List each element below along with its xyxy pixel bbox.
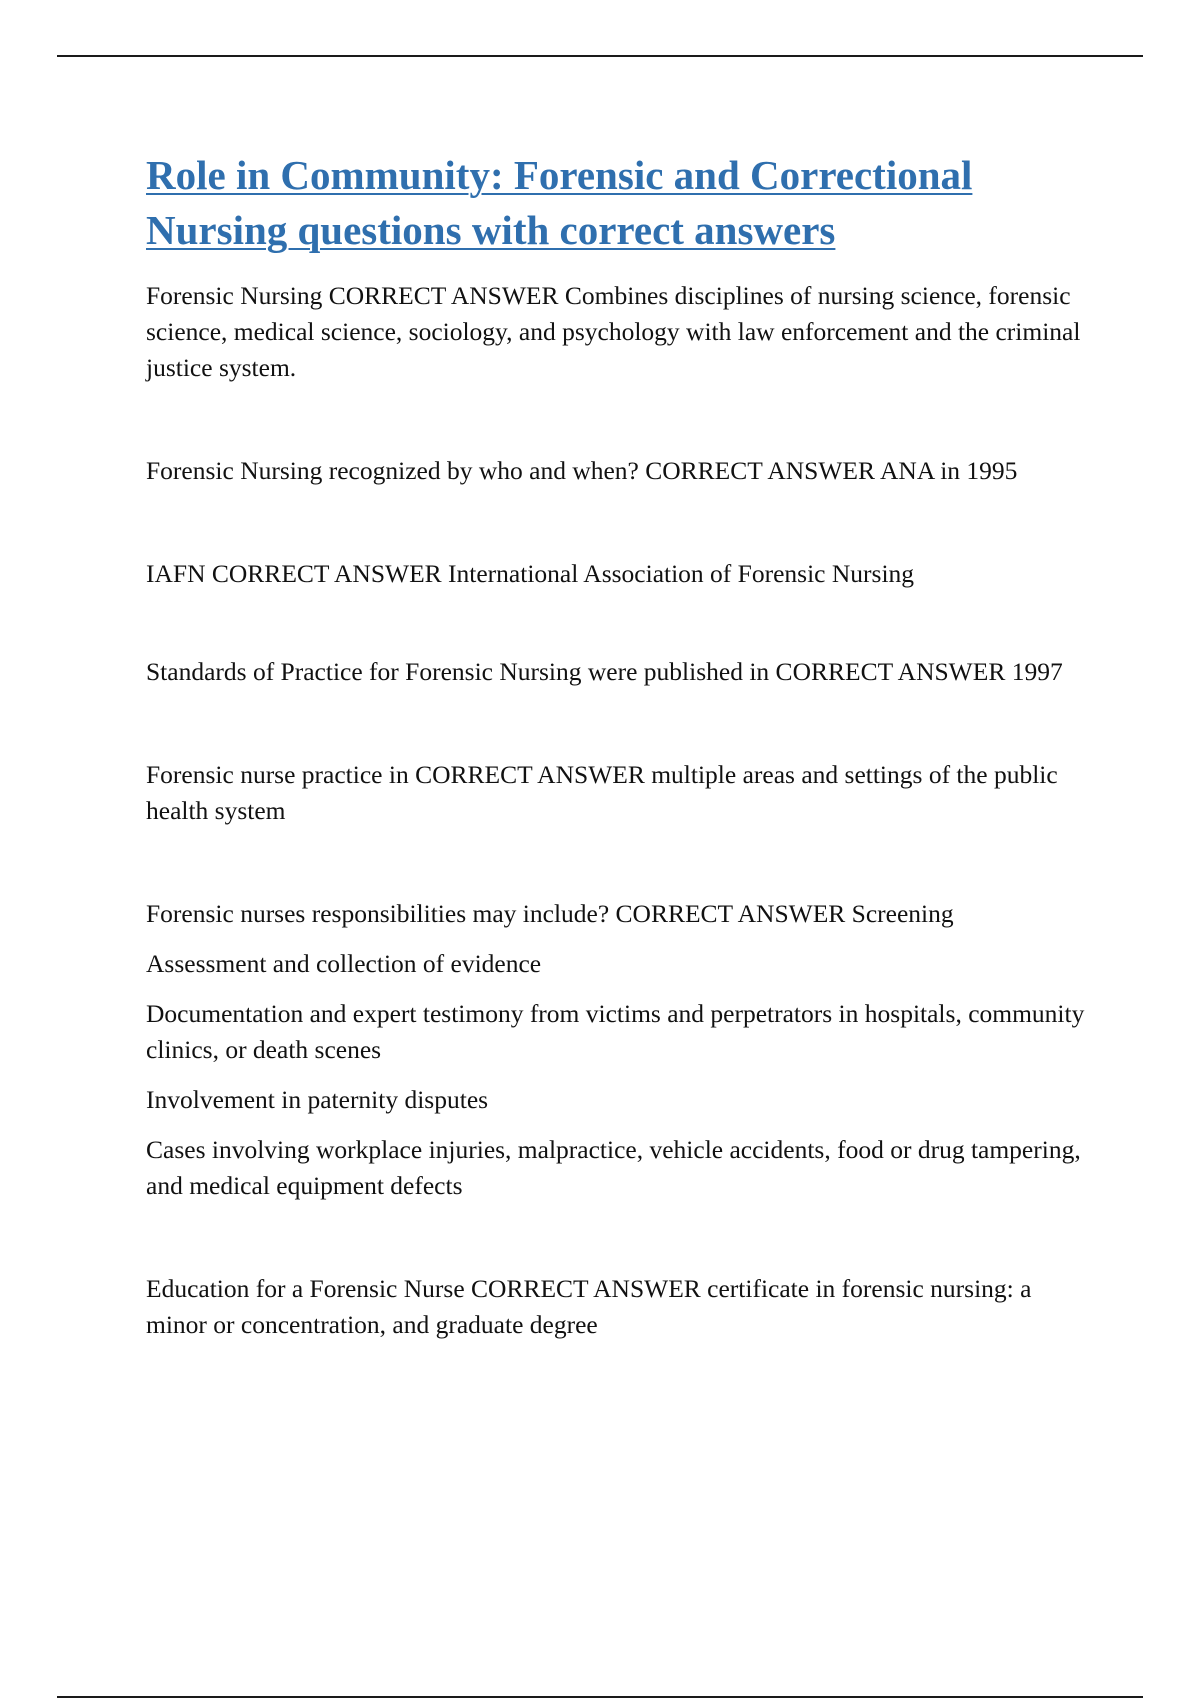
qa-item: Forensic Nursing recognized by who and when? CORRECT ANSWER ANA in 1995 [146,456,1018,485]
qa-item: Education for a Forensic Nurse CORRECT ANSWER certificate in forensic nursing: a minor or concentration, and graduate degree [146,1274,1032,1339]
footer-rule [57,1696,1143,1698]
qa-item: Forensic Nursing CORRECT ANSWER Combines disciplines of nursing science, forensic science, medical science, sociology, and psychology with law enforcement and the criminal justice system. [146,281,1081,382]
qa-item: Forensic nurse practice in CORRECT ANSWER multiple areas and settings of the public health system [146,760,1058,825]
header-rule [57,55,1143,57]
document-title-link[interactable]: Role in Community: Forensic and Correctional Nursing questions with correct answers [146,152,973,253]
qa-item: Standards of Practice for Forensic Nursing were published in CORRECT ANSWER 1997 [146,657,1063,686]
document-body [146,148,1096,1343]
qa-item: Forensic nurses responsibilities may include? CORRECT ANSWER Screening [146,899,954,928]
responsibility-line: Assessment and collection of evidence [146,949,542,978]
responsibility-line: Cases involving workplace injuries, malpractice, vehicle accidents, food or drug tampering, and medical equipment defects [146,1135,1081,1200]
responsibility-line: Involvement in paternity disputes [146,1085,489,1114]
responsibility-line: Documentation and expert testimony from victims and perpetrators in hospitals, community clinics, or death scenes [146,999,1085,1064]
qa-item: IAFN CORRECT ANSWER International Association of Forensic Nursing [146,559,915,588]
document-title [146,148,1096,258]
